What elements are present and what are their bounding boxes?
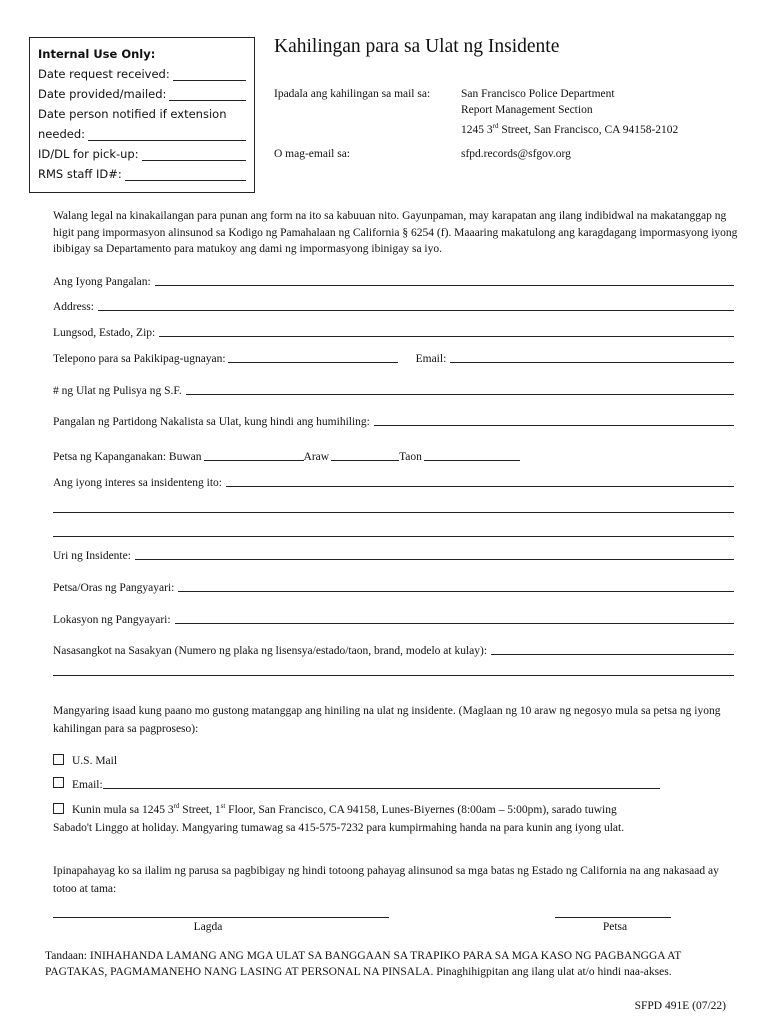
interest-label: Ang iyong interes sa insidenteng ito: — [53, 477, 222, 489]
dob-year-label: Taon — [399, 451, 422, 463]
id-dl-field[interactable] — [142, 146, 246, 161]
incident-type-input[interactable] — [135, 559, 734, 560]
address-line-2: Report Management Section — [461, 104, 593, 116]
location-row — [53, 610, 734, 626]
date-signature-line[interactable] — [555, 917, 671, 918]
location-label: Lokasyon ng Pangyayari: — [53, 614, 171, 626]
option-pickup: Kunin mula sa 1245 3rd Street, 1st Floor, San Francisco, CA 94158, Lunes-Biyernes (8:00am – 5:00pm), sarado tuwing Sabado't Linggo at holiday. Mangyaring tumawag sa 415-575-7232 para kumpirmahing handa na para kunin ang iyong ulat. — [53, 802, 625, 834]
dob-day-label: Araw — [303, 451, 330, 463]
address-line-3: 1245 3rd Street, San Francisco, CA 94158-2102 — [461, 122, 679, 136]
pickup-line-2: Sabado't Linggo at holiday. Mangyaring tumawag sa 415-575-7232 para kumpirmahing handa na para kunin ang iyong ulat. — [53, 821, 625, 834]
email-input[interactable] — [450, 362, 734, 363]
dob-day-input[interactable] — [331, 460, 399, 461]
party-name-label: Pangalan ng Partidong Nakalista sa Ulat, kung hindi ang humihiling: — [53, 416, 370, 428]
report-number-label: # ng Ulat ng Pulisya ng S.F. — [53, 385, 182, 397]
incident-datetime-row — [53, 578, 734, 594]
report-number-row — [53, 381, 734, 397]
interest-input[interactable] — [226, 486, 734, 487]
email-to-label: O mag-email sa: — [274, 148, 351, 160]
party-name-row — [53, 412, 734, 428]
needed-label: needed: — [38, 127, 85, 141]
dob-month-label: Petsa ng Kapanganakan: Buwan — [53, 451, 202, 463]
id-dl-row — [38, 144, 246, 164]
location-input[interactable] — [175, 623, 734, 624]
address-line-1: San Francisco Police Department — [461, 88, 615, 100]
vehicle-input[interactable] — [491, 654, 734, 655]
internal-use-box — [29, 37, 255, 193]
pickup-checkbox[interactable] — [53, 803, 64, 814]
notice-text: Tandaan: INIHAHANDA LAMANG ANG MGA ULAT SA BANGGAAN SA TRAPIKO PARA SA MGA KASO NG PAGBANGGA AT PAGTAKAS, PAGMAMANEHO NANG LASING AT PERSONAL NA PINSALA. Pinaghihigpitan ang ilang ulat at/o hindi naa-akses. — [45, 950, 682, 978]
extension-label: Date person notified if extension — [38, 107, 227, 121]
mail-address — [461, 86, 678, 138]
interest-row — [53, 473, 734, 489]
city-input[interactable] — [159, 336, 734, 337]
date-notified-field[interactable] — [88, 126, 246, 141]
dob-row — [53, 447, 734, 463]
incident-type-label: Uri ng Insidente: — [53, 550, 131, 562]
report-number-input[interactable] — [186, 394, 734, 395]
incident-type-row — [53, 546, 734, 562]
id-dl-label: ID/DL for pick-up: — [38, 147, 139, 161]
email-option-input[interactable] — [103, 788, 660, 789]
date-request-received-label: Date request received: — [38, 67, 170, 81]
interest-input-line-2[interactable] — [53, 512, 734, 513]
phone-email-row — [53, 349, 734, 365]
rms-staff-label: RMS staff ID#: — [38, 167, 122, 181]
document-title: Kahilingan para sa Ulat ng Insidente — [274, 36, 560, 57]
name-label: Ang Iyong Pangalan: — [53, 276, 151, 288]
vehicle-row — [53, 641, 734, 657]
address-row — [53, 297, 734, 313]
delivery-instructions: Mangyaring isaad kung paano mo gustong matanggap ang hiniling na ulat ng insidente. (Maglaan ng 10 araw ng negosyo mula sa petsa ng iyong kahilingan para sa pagproseso): — [53, 705, 721, 735]
declaration-text: Ipinapahayag ko sa ilalim ng parusa sa pagbibigay ng hindi totoong pahayag alinsunod sa mga batas ng Estado ng California na ang nakasaad ay totoo at tama: — [53, 865, 719, 895]
dob-month-input[interactable] — [204, 460, 304, 461]
vehicle-label: Nasasangkot na Sasakyan (Numero ng plaka ng lisensya/estado/taon, brand, modelo at kulay): — [53, 645, 488, 657]
needed-row — [38, 124, 246, 144]
signature-line[interactable] — [53, 917, 389, 918]
date-request-received-row — [38, 64, 246, 84]
date-provided-label: Date provided/mailed: — [38, 87, 167, 101]
email-checkbox[interactable] — [53, 777, 64, 788]
rms-staff-field[interactable] — [125, 166, 246, 181]
option-us-mail — [53, 752, 743, 770]
records-email: sfpd.records@sfgov.org — [461, 148, 571, 160]
incident-datetime-label: Petsa/Oras ng Pangyayari: — [53, 582, 175, 594]
email-label: Email: — [415, 353, 447, 365]
intro-text: Walang legal na kinakailangan para punan ang form na ito sa kabuuan nito. Gayunpaman, may karapatan ang ilang indibidwal na makatanggap ng higit pang impormasyon alinsunod sa Kodigo ng Pamahalaan ng California § 6254 (f). Maaaring makatulong ang karagdagang impormasyong iyong ibibigay sa Departamento para matukoy ang dami ng impormasyong ibinigay sa iyo. — [53, 210, 738, 255]
form-number: SFPD 491E (07/22) — [634, 1000, 726, 1012]
date-signature-label: Petsa — [602, 921, 628, 933]
signature-label: Lagda — [193, 921, 223, 933]
city-row — [53, 323, 734, 339]
internal-use-title: Internal Use Only: — [38, 47, 156, 61]
date-request-received-field[interactable] — [173, 66, 246, 81]
address-input[interactable] — [98, 310, 734, 311]
option-email-row — [53, 775, 660, 791]
date-provided-row — [38, 84, 246, 104]
party-name-input[interactable] — [374, 425, 734, 426]
name-row — [53, 272, 734, 288]
interest-input-line-3[interactable] — [53, 536, 734, 537]
address-label: Address: — [53, 301, 94, 313]
us-mail-checkbox[interactable] — [53, 754, 64, 765]
extension-row — [38, 104, 246, 124]
date-provided-field[interactable] — [169, 86, 246, 101]
incident-datetime-input[interactable] — [178, 591, 734, 592]
city-label: Lungsod, Estado, Zip: — [53, 327, 156, 339]
dob-year-input[interactable] — [424, 460, 520, 461]
name-input[interactable] — [155, 285, 734, 286]
us-mail-label: U.S. Mail — [72, 755, 118, 767]
mail-label: Ipadala ang kahilingan sa mail sa: — [274, 88, 431, 100]
vehicle-input-line-2[interactable] — [53, 675, 734, 676]
rms-staff-row — [38, 164, 246, 184]
phone-input[interactable] — [228, 362, 398, 363]
phone-label: Telepono para sa Pakikipag-ugnayan: — [53, 353, 226, 365]
email-option-label: Email: — [72, 779, 103, 791]
